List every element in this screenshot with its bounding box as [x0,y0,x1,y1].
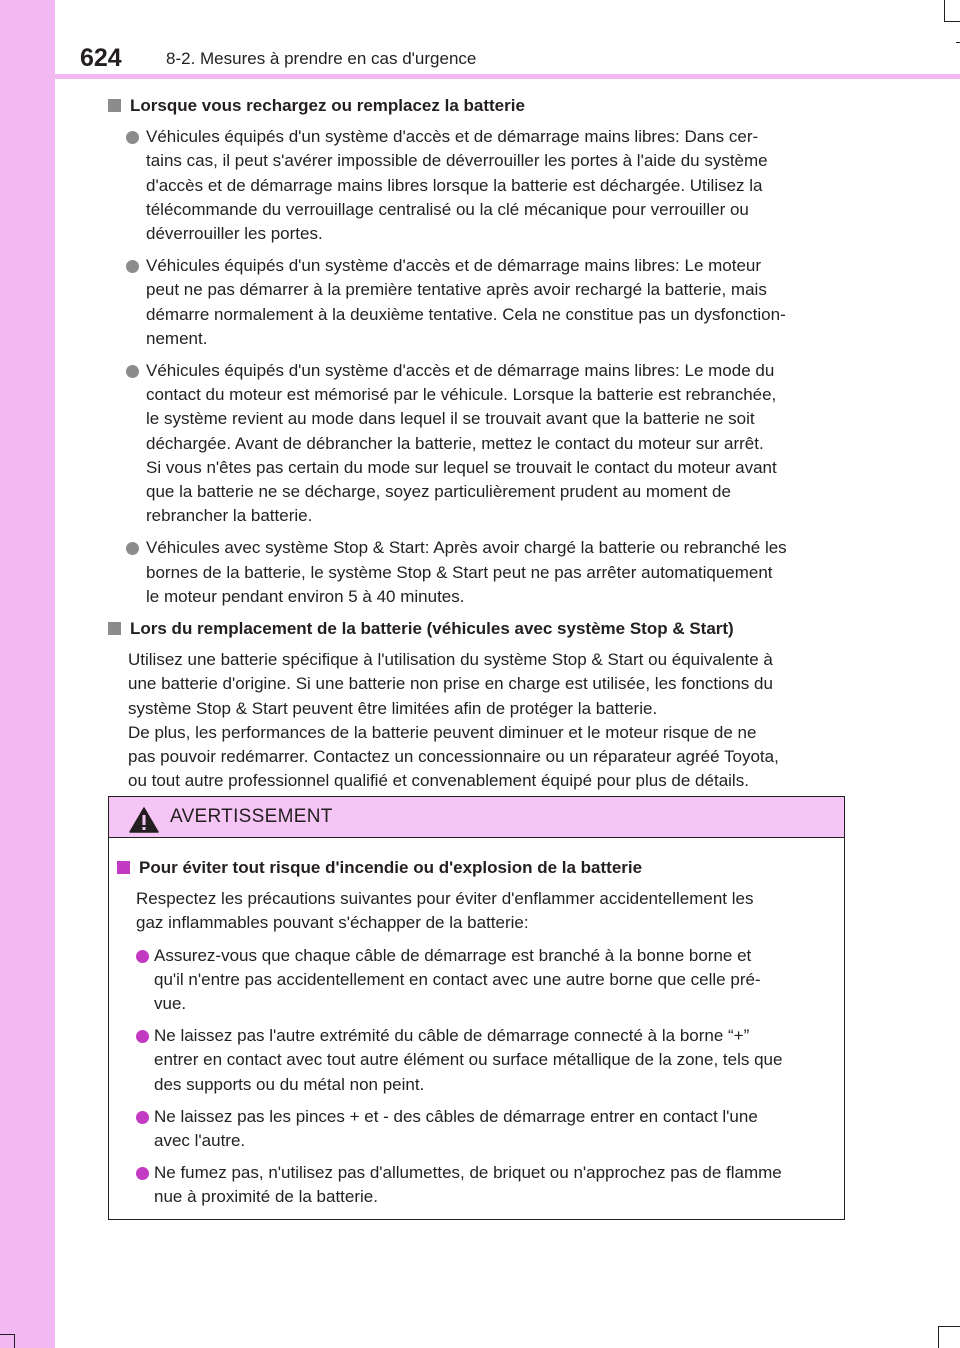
warning-triangle-icon [129,807,159,833]
square-bullet-icon [117,861,130,874]
crop-mark [944,0,945,22]
warning-heading: Pour éviter tout risque d'incendie ou d'explosion de la batterie [117,856,836,880]
warning-header [109,797,844,838]
square-bullet-icon [108,99,121,112]
circle-bullet-icon [136,1167,149,1180]
circle-bullet-icon [136,1030,149,1043]
circle-bullet-icon [136,950,149,963]
replacement-paragraph: Utilisez une batterie spécifique à l'utilisation du système Stop & Start ou équivalente à une batterie d'origine. Si une batterie non prise en charge est utilisée, les fonctions du système Stop & Start peuvent être limitées afin de protéger la batterie. De plus, les performances de la batterie peuvent diminuer et le moteur risque de ne pas pouvoir redémarrer. Contactez un concessionnaire ou un réparateur agréé Toyota, ou tout autre professionnel qualifié et convenablement équipé pour plus de détails. [128,650,779,791]
crop-mark [956,42,960,43]
crop-mark [0,1334,14,1335]
square-bullet-icon [108,622,121,635]
page-number: 624 [80,44,122,72]
crop-mark [944,21,960,22]
header-rule [55,74,960,79]
battery-bullet: Véhicules équipés d'un système d'accès et de démarrage mains libres: Le mode du contact du moteur est mémorisé par le véhicule. Lorsque la batterie est rebranchée, le système revient au mode dans lequel il se trouvait avant que la batterie ne soit déchargée. Avant de débrancher la batterie, mettez le contact du moteur sur arrêt. Si vous n'êtes pas certain du mode sur lequel se trouvait le contact du moteur avant que la batterie ne se décharge, soyez particulièrement prudent au moment de rebrancher la batterie. [108,359,845,528]
warning-title: AVERTISSEMENT [170,806,333,827]
header-corner [0,0,55,79]
warning-intro: Respectez les précautions suivantes pour éviter d'enflammer accidentellement les gaz inflammables pouvant s'échapper de la batterie: [136,889,754,933]
warning-bullet: Assurez-vous que chaque câble de démarrage est branché à la bonne borne et qu'il n'entre pas accidentellement en contact avec une autre borne que celle pré- vue. [117,944,836,1017]
circle-bullet-icon [126,131,139,144]
crop-mark [14,1334,15,1348]
main-content [108,94,845,801]
battery-bullet: Véhicules équipés d'un système d'accès et de démarrage mains libres: Dans cer- tains cas, il peut s'avérer impossible de déverrouiller les portes à l'aide du système d'accès et de démarrage mains libres lorsque la batterie est déchargée. Utilisez la télécommande du verrouillage centralisé ou la clé mécanique pour verrouiller ou déverrouiller les portes. [108,125,845,246]
replacement-heading: Lors du remplacement de la batterie (véhicules avec système Stop & Start) [108,617,845,641]
circle-bullet-icon [126,260,139,273]
left-margin-band [0,0,55,1348]
circle-bullet-icon [126,542,139,555]
crop-mark [938,1326,960,1327]
warning-bullet: Ne laissez pas l'autre extrémité du câble de démarrage connecté à la borne “+” entrer en contact avec tout autre élément ou surface métallique de la zone, tels que des supports ou du métal non peint. [117,1024,836,1097]
circle-bullet-icon [136,1111,149,1124]
circle-bullet-icon [126,365,139,378]
section-title: 8-2. Mesures à prendre en cas d'urgence [166,49,477,68]
crop-mark [938,1326,939,1348]
battery-bullet: Véhicules équipés d'un système d'accès et de démarrage mains libres: Le moteur peut ne pas démarrer à la première tentative après avoir rechargé la batterie, mais démarre normalement à la deuxième tentative. Cela ne constitue pas un dysfonction- nement. [108,254,845,351]
battery-heading: Lorsque vous rechargez ou remplacez la batterie [108,94,845,118]
warning-body [109,838,844,1210]
warning-bullet: Ne fumez pas, n'utilisez pas d'allumettes, de briquet ou n'approchez pas de flamme nue à proximité de la batterie. [117,1161,836,1209]
battery-bullet: Véhicules avec système Stop & Start: Après avoir chargé la batterie ou rebranché les bornes de la batterie, le système Stop & Start peut ne pas arrêter automatiquement le moteur pendant environ 5 à 40 minutes. [108,536,845,609]
warning-bullet: Ne laissez pas les pinces + et - des câbles de démarrage entrer en contact l'une avec l'autre. [117,1105,836,1153]
warning-box [108,796,845,1220]
